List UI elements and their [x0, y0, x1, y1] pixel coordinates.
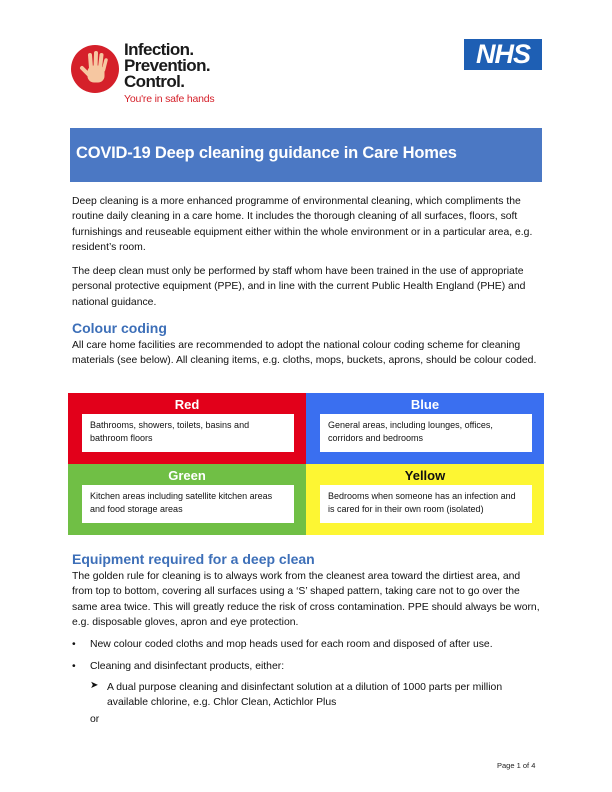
bullet-dot: •: [72, 661, 76, 672]
colour-cell-yellow: [306, 464, 544, 535]
colour-cell-label: Red: [174, 397, 200, 412]
logo-line-1: Infection.: [124, 40, 194, 59]
page-title: COVID-19 Deep cleaning guidance in Care Homes: [76, 144, 457, 162]
intro-paragraph-1: Deep cleaning is a more enhanced programme of environmental cleaning, which compliments the routine daily cleaning in a care home. It includes the thorough cleaning of all surfaces, floors, soft furnishings and reuseable equipment either within the whole environment or in a particular area, e.g. resident’s room.: [72, 196, 533, 254]
equipment-bullet-2: Cleaning and disinfectant products, either:: [90, 661, 285, 672]
arrow-bullet-icon: ➤: [90, 680, 99, 691]
or-text: or: [90, 714, 100, 725]
hand-logo-icon: [70, 44, 120, 94]
colour-cell-green: [68, 464, 306, 535]
ipc-logo: [70, 42, 240, 112]
nhs-logo: NHS: [464, 39, 542, 70]
colour-coding-heading: Colour coding: [72, 320, 167, 336]
colour-cell-text: General areas, including lounges, offices, corridors and bedrooms: [320, 414, 532, 452]
title-banner: [70, 128, 542, 182]
colour-cell-label: Yellow: [404, 468, 446, 483]
page-number: Page 1 of 4: [497, 761, 536, 770]
colour-cell-text: Kitchen areas including satellite kitchen areas and food storage areas: [82, 485, 294, 523]
colour-cell-blue: [306, 393, 544, 464]
bullet-dot: •: [72, 639, 76, 650]
intro-paragraph-2: The deep clean must only be performed by staff whom have been trained in the use of appropriate personal protective equipment (PPE), and in line with the current Public Health England (PHE) and national guidance.: [72, 266, 526, 308]
colour-cell-text: Bathrooms, showers, toilets, basins and bathroom floors: [82, 414, 294, 452]
logo-line-3: Control.: [124, 72, 185, 91]
equipment-heading: Equipment required for a deep clean: [72, 551, 315, 567]
logo-tagline: You're in safe hands: [124, 93, 215, 105]
colour-coding-grid: [68, 393, 544, 535]
equipment-body: The golden rule for cleaning is to always work from the cleanest area toward the dirtiest area, and from top to bottom, covering all surfaces using a ‘S’ shaped pattern, taking care not to go over the same area twice. This will greatly reduce the risk of cross contamination. PPE should always be worn, e.g. disposable gloves, apron and eye protection.: [72, 571, 540, 629]
colour-cell-label: Green: [168, 468, 206, 483]
logo-line-2: Prevention.: [124, 56, 210, 75]
equipment-bullet-1: New colour coded cloths and mop heads used for each room and disposed of after use.: [90, 639, 493, 650]
logo-text: [124, 42, 214, 105]
equipment-sub-bullet: A dual purpose cleaning and disinfectant solution at a dilution of 1000 parts per million available chlorine, e.g. Chlor Clean, Actichlor Plus: [107, 682, 503, 708]
colour-cell-red: [68, 393, 306, 464]
colour-coding-body: All care home facilities are recommended to adopt the national colour coding scheme for cleaning materials (see below). All cleaning items, e.g. cloths, mops, buckets, aprons, should be colour coded.: [72, 340, 537, 367]
colour-cell-text: Bedrooms when someone has an infection and is cared for in their own room (isolated): [320, 485, 532, 523]
colour-cell-label: Blue: [410, 397, 440, 412]
